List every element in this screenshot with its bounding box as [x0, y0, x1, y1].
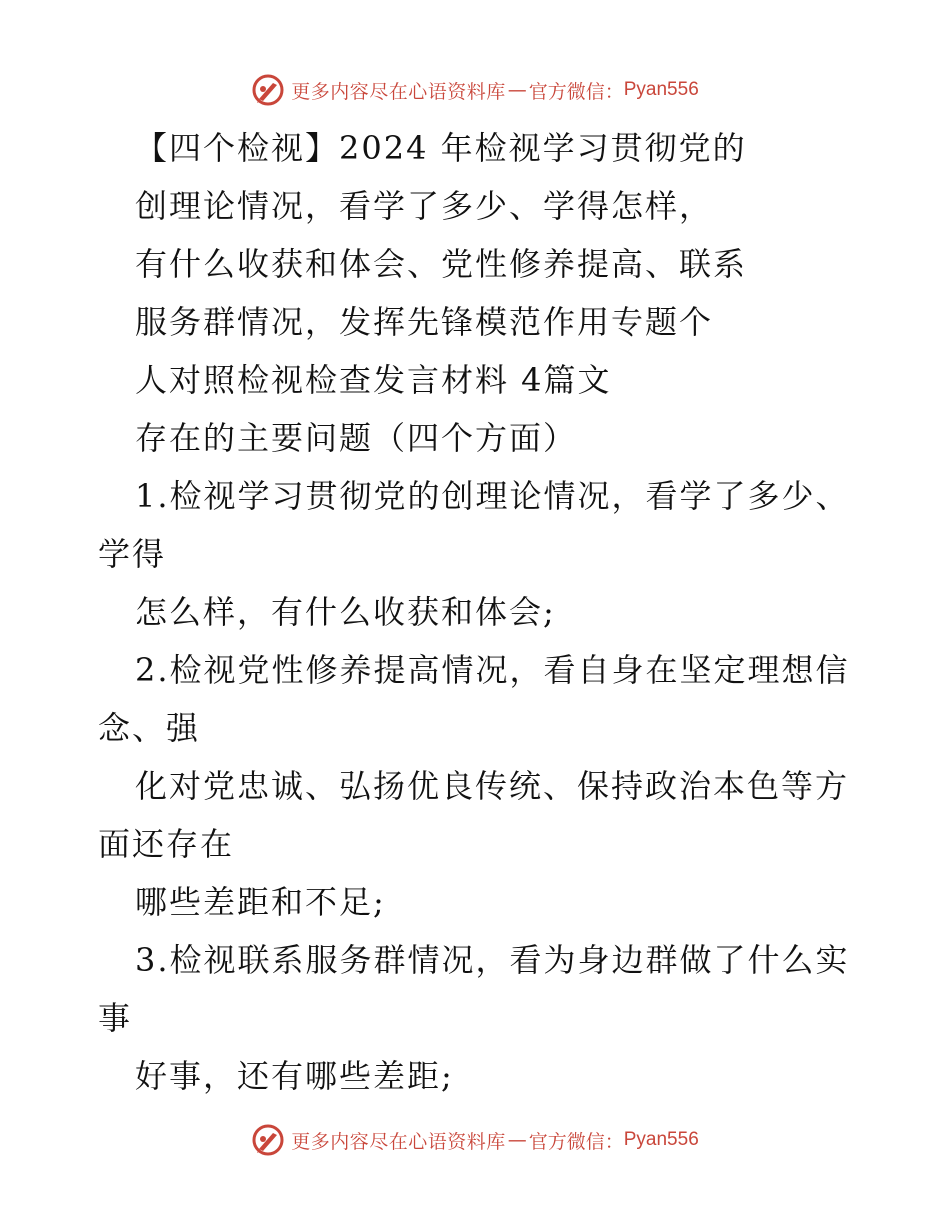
body-line-9: 3.检视联系服务群情况，看为身边群做了什么实: [135, 941, 850, 979]
title-line-4: 服务群情况，发挥先锋模范作用专题个: [135, 303, 714, 341]
body-line-5: 念、强: [98, 709, 201, 747]
body-line-10: 事: [98, 999, 133, 1037]
section-heading: 存在的主要问题（四个方面）: [135, 419, 578, 457]
header-banner: [0, 68, 950, 112]
pen-logo-icon: [251, 1123, 285, 1157]
body-line-7: 面还存在: [98, 825, 235, 863]
title-line-2: 创理论情况，看学了多少、学得怎样，: [135, 187, 714, 225]
body-line-1: 1.检视学习贯彻党的创理论情况，看学了多少、: [135, 477, 850, 515]
body-line-3: 怎么样，有什么收获和体会;: [135, 593, 556, 631]
footer-separator: —: [507, 1129, 527, 1151]
title-line-5: 人对照检视检查发言材料 4篇文: [135, 361, 612, 399]
footer-banner: [0, 1118, 950, 1162]
body-line-8: 哪些差距和不足;: [135, 883, 386, 921]
header-site-text: 更多内容尽在心语资料库: [291, 80, 506, 103]
body-line-6: 化对党忠诚、弘扬优良传统、保持政治本色等方: [135, 767, 850, 805]
pen-logo-icon: [251, 73, 285, 107]
header-wechat-account: Pyan556: [623, 79, 699, 100]
footer-wechat-account: Pyan556: [623, 1129, 699, 1150]
header-wechat-label: 官方微信：: [528, 80, 624, 103]
footer-wechat-label: 官方微信：: [528, 1130, 624, 1153]
body-line-4: 2.检视党性修养提高情况，看自身在坚定理想信: [135, 651, 850, 689]
body-line-2: 学得: [98, 535, 167, 573]
body-line-11: 好事，还有哪些差距;: [135, 1057, 454, 1095]
title-line-1: 【四个检视】2024 年检视学习贯彻党的: [135, 129, 747, 167]
header-separator: —: [507, 79, 527, 101]
footer-site-text: 更多内容尽在心语资料库: [291, 1130, 506, 1153]
title-line-3: 有什么收获和体会、党性修养提高、联系: [135, 245, 748, 283]
